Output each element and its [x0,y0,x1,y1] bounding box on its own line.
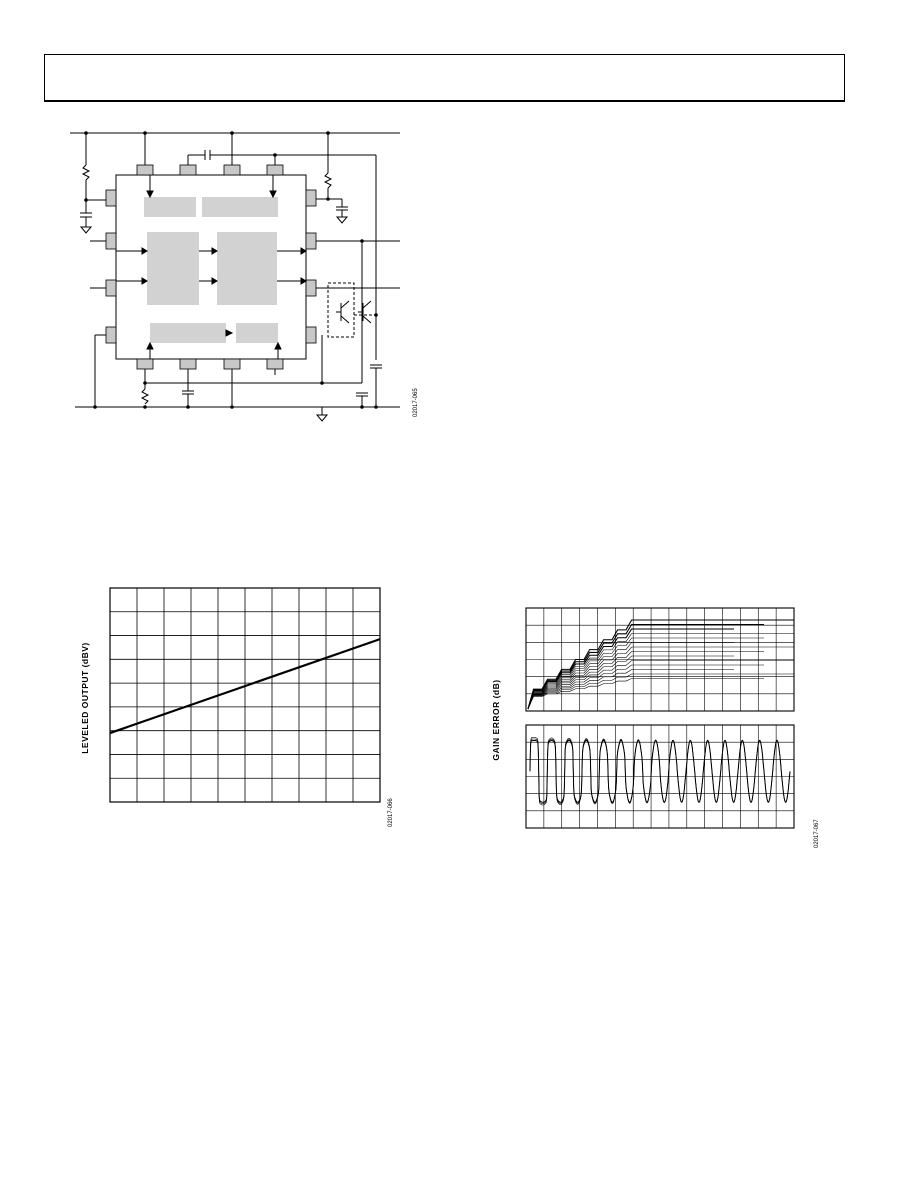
lower-panel-traces [530,738,790,806]
chart-ylabel: GAIN ERROR (dB) [491,679,501,761]
chart-ylabel: LEVELED OUTPUT (dBV) [80,642,90,754]
page-header-box [44,54,845,102]
upper-panel-grid [526,608,794,711]
waveform-trace [530,738,790,806]
figure1-code: 02017-065 [413,388,419,417]
block-diagram [60,125,420,425]
gain-error-trace [528,625,764,710]
figure2-code: 02017-066 [388,798,394,827]
upper-panel-traces [528,620,794,709]
gain-error-trace [528,629,734,709]
gain-error-chart [486,602,826,852]
gain-error-trace [528,652,764,710]
figure3-code: 02017-067 [814,819,820,848]
gain-error-trace [528,661,794,710]
gain-error-trace [528,638,764,709]
chart-grid [110,588,380,802]
leveled-output-chart [76,582,406,832]
